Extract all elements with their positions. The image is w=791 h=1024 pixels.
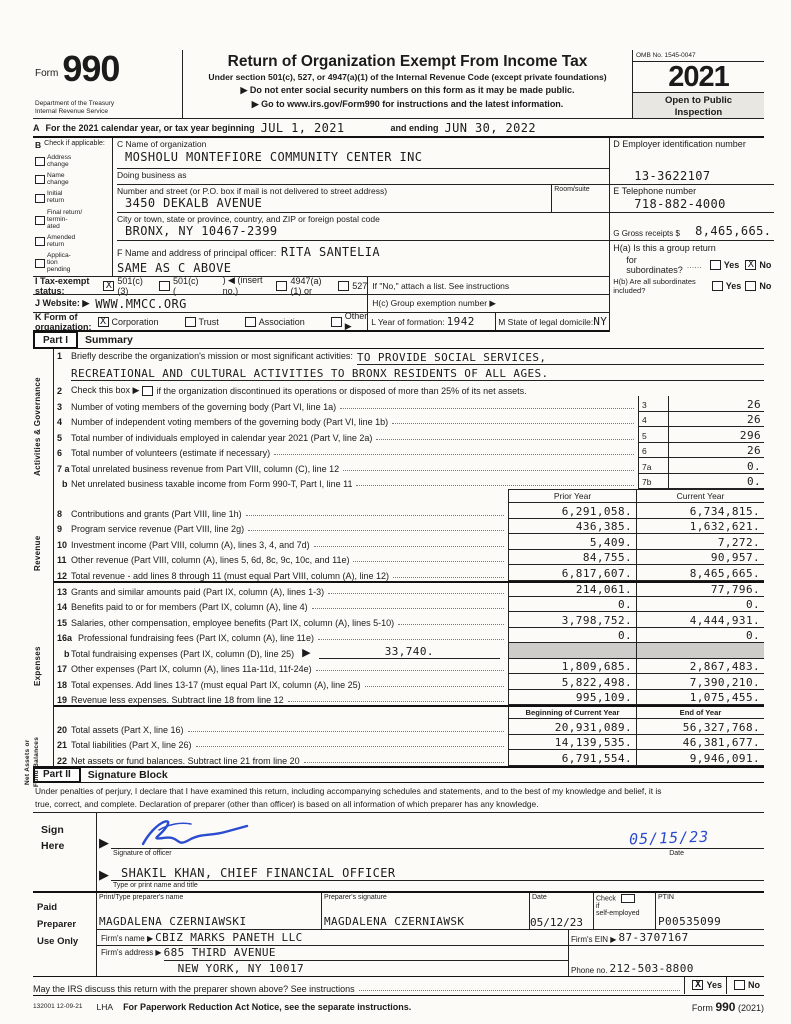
signature-of-officer-label: Signature of officer xyxy=(113,849,172,857)
irs-discuss-row xyxy=(33,977,764,996)
linebox-5: 5 xyxy=(638,427,668,443)
current-line-17: 2,867,483. xyxy=(636,659,764,675)
linebox-7a: 7a xyxy=(638,458,668,474)
end-line-22: 9,946,091. xyxy=(636,750,764,766)
hb-yes-checkbox xyxy=(712,281,723,291)
form-header xyxy=(33,50,764,119)
current-line-15: 4,444,931. xyxy=(636,612,764,628)
summary-line-17: 17 Other expenses (Part IX, column (A), lines 11a-11d, 11f-24e) 1,809,685. 2,867,483. xyxy=(54,659,764,675)
association-label: Association xyxy=(258,316,305,327)
hb-note: If "No," attach a list. See instructions xyxy=(367,277,609,294)
application-pending-option xyxy=(35,253,111,274)
formation-domicile-row xyxy=(367,313,609,330)
final-return-option xyxy=(35,210,111,231)
discuss-no-cell xyxy=(726,977,764,994)
dept-treasury: Department of the Treasury xyxy=(35,99,115,107)
firm-ein-label: Firm's EIN ▶ xyxy=(571,934,617,944)
ha-yes-checkbox xyxy=(710,260,721,270)
501c-checkbox xyxy=(159,281,170,291)
form-title-block xyxy=(183,50,632,118)
summary-line-20: 20 Total assets (Part X, line 16) 20,931,089. 56,327,768. xyxy=(54,719,764,735)
sign-here-block xyxy=(33,813,764,893)
goto-instructions: ▶ Go to www.irs.gov/Form990 for instructions and the latest information. xyxy=(251,99,564,110)
line2-number: 2 xyxy=(57,386,63,397)
address-change-checkbox xyxy=(35,157,45,166)
room-suite-value xyxy=(551,196,609,212)
summary-table xyxy=(53,349,764,766)
part2-bar xyxy=(33,766,764,783)
16b-arrow: ▶ xyxy=(302,646,311,659)
lha-label: LHA xyxy=(96,1001,114,1012)
initial-return-option xyxy=(35,191,111,205)
k-label: K Form of organization: xyxy=(35,311,92,332)
trust-label: Trust xyxy=(198,316,219,327)
discuss-no-checkbox xyxy=(734,980,745,990)
open-line1: Open to Public xyxy=(664,95,733,107)
initial-return-label: Initial return xyxy=(47,190,65,205)
form-word: Form xyxy=(35,67,59,79)
501c-label: 501(c) ( xyxy=(173,275,199,296)
prior-line-13: 214,061. xyxy=(508,583,636,597)
website-row xyxy=(33,295,367,312)
discontinued-checkbox xyxy=(142,386,153,396)
address-change-option xyxy=(35,155,111,169)
part1-bar xyxy=(33,332,764,349)
summary-line-5: 5 Total number of individuals employed in calendar year 2021 (Part V, line 2a) 5 296 xyxy=(54,427,764,443)
ha-line1: H(a) Is this a group return xyxy=(613,243,716,254)
officer-sign-date: 05/15/23 xyxy=(628,827,710,849)
firm-name-value: CBIZ MARKS PANETH LLC xyxy=(155,930,303,944)
ptin-label: PTIN xyxy=(658,893,674,901)
city-value: BRONX, NY 10467-2399 xyxy=(117,224,609,241)
city-label: City or town, state or province, country, and ZIP or foreign postal code xyxy=(117,214,380,225)
form-title: Return of Organization Exempt From Income Tax xyxy=(227,53,588,70)
current-line-8: 6,734,815. xyxy=(636,503,764,519)
preparer-fields xyxy=(97,893,764,976)
527-label: 527 xyxy=(352,280,368,291)
value-line-7a: 0. xyxy=(668,458,764,474)
prior-line-15: 3,798,752. xyxy=(508,612,636,628)
tax-year: 2021 xyxy=(633,62,764,93)
amended-return-option xyxy=(35,235,111,249)
prior-line-18: 5,822,498. xyxy=(508,674,636,690)
phone-cell xyxy=(568,946,764,976)
tax-year-row xyxy=(33,119,764,138)
preparer-date-cell xyxy=(530,893,594,929)
perjury-line2: true, correct, and complete. Declaration of preparer (other than officer) is based on all information of which preparer has any knowledge. xyxy=(35,798,539,809)
part1-title: Summary xyxy=(85,334,133,347)
mission-label: Briefly describe the organization's mission or most significant activities: xyxy=(71,351,353,362)
summary-line-7b: b Net unrelated business taxable income from Form 990-T, Part I, line 11 7b 0. xyxy=(54,474,764,490)
officer-sign-date-cell xyxy=(574,829,764,849)
prior-line-16b-shaded xyxy=(508,643,636,659)
application-pending-checkbox xyxy=(35,259,45,268)
side-labels xyxy=(24,349,53,788)
year-formation-value: 1942 xyxy=(446,315,475,329)
street-label: Number and street (or P.O. box if mail is not delivered to street address) xyxy=(117,186,388,197)
linebox-3: 3 xyxy=(638,396,668,412)
prior-line-12: 6,817,607. xyxy=(508,565,636,581)
discuss-no-label: No xyxy=(748,980,760,991)
mission-row-2 xyxy=(54,365,764,381)
amended-return-checkbox xyxy=(35,237,45,246)
preparer-signature-label: Preparer's signature xyxy=(324,893,387,901)
corporation-checkbox: X xyxy=(98,317,109,327)
summary-line-8: 8 Contributions and grants (Part VIII, line 1h) 6,291,058. 6,734,815. xyxy=(54,503,764,519)
firm-address-line2: NEW YORK, NY 10017 xyxy=(177,961,304,975)
current-line-9: 1,632,621. xyxy=(636,519,764,535)
prior-line-10: 5,409. xyxy=(508,534,636,550)
name-arrow-icon: ▶ xyxy=(99,866,109,882)
begin-line-20: 20,931,089. xyxy=(508,719,636,735)
domicile-label: M State of legal domicile: xyxy=(498,316,594,327)
current-line-19: 1,075,455. xyxy=(636,690,764,706)
discuss-yes-label: Yes xyxy=(706,980,722,991)
room-suite-label: Room/suite xyxy=(551,185,609,196)
address-change-label: Address change xyxy=(47,153,72,168)
summary-line-14: 14 Benefits paid to or for members (Part IX, column (A), line 4) 0. 0. xyxy=(54,597,764,613)
ptin-value: P00535099 xyxy=(658,914,722,928)
hb-yes-label: Yes xyxy=(725,281,742,292)
value-line-5: 296 xyxy=(668,427,764,443)
firm-ein-cell xyxy=(568,930,764,945)
summary-line-18: 18 Total expenses. Add lines 13-17 (must equal Part IX, column (A), line 25) 5,822,498. 7,390,210. xyxy=(54,674,764,690)
side-label-expenses: Expenses xyxy=(33,646,42,687)
irs-discuss-label: May the IRS discuss this return with the preparer shown above? See instructions xyxy=(33,983,355,994)
part2-label: Part II xyxy=(34,769,80,781)
value-line-6: 26 xyxy=(668,443,764,459)
omb-block xyxy=(632,50,764,118)
amended-return-label: Amended return xyxy=(47,234,76,248)
summary-line-6: 6 Total number of volunteers (estimate if necessary) 6 26 xyxy=(54,443,764,459)
fundraising-expenses-value: 33,740. xyxy=(319,645,500,659)
firm-address-line1: 685 THIRD AVENUE xyxy=(164,946,568,961)
527-checkbox xyxy=(338,281,349,291)
hb-no-checkbox xyxy=(745,281,756,291)
mission-row xyxy=(54,349,764,365)
omb-number: OMB No. 1545-0047 xyxy=(633,50,764,62)
summary-line-15: 15 Salaries, other compensation, employee benefits (Part IX, column (A), lines 5-10) 3,798,752. 4,444,931. xyxy=(54,612,764,628)
name-change-label: Name change xyxy=(47,172,69,186)
summary-line-10: 10 Investment income (Part VIII, column (A), lines 3, 4, and 7d) 5,409. 7,272. xyxy=(54,534,764,550)
prior-line-9: 436,385. xyxy=(508,519,636,535)
org-column xyxy=(113,138,609,276)
tax-exempt-status-row xyxy=(33,275,368,297)
name-change-checkbox xyxy=(35,175,45,184)
officer-name-value: RITA SANTELIA xyxy=(280,245,380,260)
gross-receipts-value: 8,465,665. xyxy=(695,224,772,239)
i-label: I Tax-exempt status: xyxy=(35,275,90,296)
preparer-signature-value: MAGDALENA CZERNIAWSK xyxy=(324,914,465,928)
value-line-4: 26 xyxy=(668,412,764,428)
summary-line-3: 3 Number of voting members of the governing body (Part VI, line 1a) 3 26 xyxy=(54,396,764,412)
prior-line-16a: 0. xyxy=(508,628,636,644)
4947-checkbox xyxy=(276,281,287,291)
gross-receipts-row xyxy=(610,213,774,241)
signature-area xyxy=(97,813,764,891)
end-year-header: End of Year xyxy=(636,707,764,719)
form-number-block xyxy=(33,50,183,118)
street-value: 3450 DEKALB AVENUE xyxy=(125,196,263,211)
phone-label: E Telephone number xyxy=(613,186,697,197)
form-subtitle: Under section 501(c), 527, or 4947(a)(1) of the Internal Revenue Code (except private foundations) xyxy=(208,72,607,83)
checkif-column xyxy=(33,138,113,276)
form-code: 132001 12-09-21 xyxy=(33,1003,83,1011)
ptin-cell xyxy=(656,893,764,929)
website-label: J Website: ▶ xyxy=(35,298,90,309)
b-letter: B xyxy=(35,140,42,151)
ha-line2: for subordinates? ...... Yes X No xyxy=(626,255,772,276)
firm-address-value xyxy=(164,946,568,976)
prior-line-11: 84,755. xyxy=(508,550,636,566)
current-line-14: 0. xyxy=(636,597,764,613)
ein-value: 13-3622107 xyxy=(610,151,774,185)
side-label-governance: Activities & Governance xyxy=(33,377,42,477)
website-value: WWW.MMCC.ORG xyxy=(95,296,187,311)
4947-label: 4947(a)(1) or xyxy=(290,275,322,296)
summary-line-13: 13 Grants and similar amounts paid (Part IX, column (A), lines 1-3) 214,061. 77,796. xyxy=(54,581,764,597)
discuss-yes-checkbox: X xyxy=(692,980,703,990)
side-label-net-assets-1: Net Assets or xyxy=(24,739,31,786)
summary-line-19: 19 Revenue less expenses. Subtract line 18 from line 12 995,109. 1,075,455. xyxy=(54,690,764,706)
value-line-3: 26 xyxy=(668,396,764,412)
ha-yes-label: Yes xyxy=(723,260,740,271)
preparer-name-label: Print/Type preparer's name xyxy=(99,893,184,901)
hb-label: H(b) Are all subordinates included? xyxy=(613,277,696,296)
corporation-label: Corporation xyxy=(111,316,159,327)
year-formation-label: L Year of formation: xyxy=(371,316,445,327)
officer-label: F Name and address of principal officer: xyxy=(117,248,277,259)
preparer-date-label: Date xyxy=(532,893,547,901)
officer-address-value: SAME AS C ABOVE xyxy=(117,261,232,276)
summary-line-9: 9 Program service revenue (Part VIII, line 2g) 436,385. 1,632,621. xyxy=(54,519,764,535)
initial-return-checkbox xyxy=(35,194,45,203)
side-label-revenue: Revenue xyxy=(33,535,42,571)
application-pending-label: Applica- tion pending xyxy=(47,252,71,274)
current-line-12: 8,465,665. xyxy=(636,565,764,581)
summary-line-11: 11 Other revenue (Part VIII, column (A), lines 5, 6d, 8c, 9c, 10c, and 11e) 84,755. 90,957. xyxy=(54,550,764,566)
ha-no-label: No xyxy=(759,260,772,271)
open-line2: Inspection xyxy=(674,106,723,118)
end-date-value: JUN 30, 2022 xyxy=(444,120,536,135)
domicile-value: NY xyxy=(593,315,608,329)
begin-line-21: 14,139,535. xyxy=(508,735,636,751)
side-label-net-assets-2: Fund Balances xyxy=(33,737,40,788)
current-line-11: 90,957. xyxy=(636,550,764,566)
self-employed-checkbox xyxy=(621,894,635,903)
final-return-checkbox xyxy=(35,216,45,225)
current-year-header: Current Year xyxy=(636,489,764,503)
self-employed-label: Check if self-employed xyxy=(596,895,640,917)
current-line-13: 77,796. xyxy=(636,583,764,597)
summary-line-4: 4 Number of independent voting members of the governing body (Part VI, line 1b) 4 26 xyxy=(54,412,764,428)
signature-arrow-icon: ▶ xyxy=(99,834,109,850)
officer-typed-name: SHAKIL KHAN, CHIEF FINANCIAL OFFICER xyxy=(111,866,764,881)
type-print-label: Type or print name and title xyxy=(113,881,198,889)
association-checkbox xyxy=(245,317,256,327)
final-return-label: Final return/ termin- ated xyxy=(47,208,83,230)
discuss-yes-cell xyxy=(684,977,726,994)
line-a-letter: A xyxy=(33,122,40,133)
prior-line-8: 6,291,058. xyxy=(508,503,636,519)
begin-line-22: 6,791,554. xyxy=(508,750,636,766)
part1-label: Part I xyxy=(34,333,77,347)
end-line-21: 46,381,677. xyxy=(636,735,764,751)
trust-checkbox xyxy=(185,317,196,327)
value-line-7b: 0. xyxy=(668,474,764,490)
gross-receipts-label: G Gross receipts $ xyxy=(613,229,680,239)
end-line-20: 56,327,768. xyxy=(636,719,764,735)
current-line-10: 7,272. xyxy=(636,534,764,550)
form-reference: Form 990 (2021) xyxy=(691,999,764,1014)
date-label: Date xyxy=(669,849,684,857)
501c3-label: 501(c)(3) xyxy=(117,275,143,296)
ein-label: D Employer identification number xyxy=(613,139,746,150)
current-line-18: 7,390,210. xyxy=(636,674,764,690)
officer-signature-line xyxy=(111,813,574,849)
dept-irs: Internal Revenue Service xyxy=(35,108,108,116)
paid-preparer-label: Paid Preparer Use Only xyxy=(33,893,97,976)
other-label: Other ▶ xyxy=(344,311,368,332)
prior-line-19: 995,109. xyxy=(508,690,636,706)
ha-no-checkbox: X xyxy=(745,260,756,270)
open-to-public xyxy=(633,93,764,118)
department-label xyxy=(35,100,178,116)
mission-value-2: RECREATIONAL AND CULTURAL ACTIVITIES TO BRONX RESIDENTS OF ALL AGES. xyxy=(71,367,764,381)
discontinued-row xyxy=(54,381,764,397)
form-number: 990 xyxy=(62,48,120,89)
org-name-value: MOSHOLU MONTEFIORE COMMUNITY CENTER INC xyxy=(117,150,609,169)
year-columns-header xyxy=(54,489,764,503)
paperwork-notice: For Paperwork Reduction Act Notice, see the separate instructions. xyxy=(123,1001,412,1012)
form-of-organization-row xyxy=(33,313,367,330)
page-footer xyxy=(33,996,764,1014)
name-change-option xyxy=(35,173,111,187)
summary-line-16b: b Total fundraising expenses (Part IX, column (D), line 25) ▶ 33,740. xyxy=(54,643,764,659)
dba-label: Doing business as xyxy=(117,169,609,185)
ssn-warning: ▶ Do not enter social security numbers on this form as it may be made public. xyxy=(240,85,575,96)
self-employed-cell xyxy=(594,893,656,929)
linebox-7b: 7b xyxy=(638,474,668,490)
current-line-16a: 0. xyxy=(636,628,764,644)
phone-value: 718-882-4000 xyxy=(610,196,774,213)
ha-subordinates-label: for subordinates? xyxy=(626,255,683,276)
checkif-label: Check if applicable: xyxy=(44,140,105,148)
checkbox-post-label: if the organization discontinued its operations or disposed of more than 25% of its net assets. xyxy=(156,386,527,397)
preparer-signature-cell xyxy=(322,893,530,929)
summary-line-22: 22 Net assets or fund balances. Subtract line 21 from line 20 6,791,554. 9,946,091. xyxy=(54,750,764,766)
paid-preparer-block xyxy=(33,893,764,977)
linebox-6: 6 xyxy=(638,443,668,459)
balance-columns-header xyxy=(54,705,764,719)
perjury-statement xyxy=(33,783,764,813)
entity-right xyxy=(609,138,774,332)
firm-ein-value: 87-3707167 xyxy=(618,930,689,944)
begin-date-value: JUL 1, 2021 xyxy=(260,120,345,135)
firm-address-label: Firm's address ▶ xyxy=(101,947,162,957)
officer-signature-handwriting xyxy=(129,814,279,854)
mission-value-1: TO PROVIDE SOCIAL SERVICES, xyxy=(357,351,764,365)
perjury-line1: Under penalties of perjury, I declare that I have examined this return, including accompanying schedules and statements, and to the best of my knowledge and belief, it is xyxy=(35,785,662,796)
summary-line-16a: 16a Professional fundraising fees (Part IX, column (A), line 11e) 0. 0. xyxy=(54,628,764,644)
prior-line-14: 0. xyxy=(508,597,636,613)
beginning-year-header: Beginning of Current Year xyxy=(508,707,636,719)
sign-here-label: Sign Here xyxy=(33,813,97,891)
part2-title: Signature Block xyxy=(87,768,168,781)
prior-year-header: Prior Year xyxy=(508,489,636,503)
line-a-text: For the 2021 calendar year, or tax year beginning xyxy=(45,122,255,133)
insert-no-label: ) ◀ (insert no.) xyxy=(222,275,263,297)
preparer-date-value: 05/12/23 xyxy=(530,915,583,929)
entity-left xyxy=(33,138,609,332)
entity-info-region xyxy=(33,138,772,332)
other-checkbox xyxy=(331,317,342,327)
phone-no-value: 212-503-8800 xyxy=(609,961,694,975)
hb-no-label: No xyxy=(759,281,772,292)
phone-no-label: Phone no. xyxy=(571,965,608,975)
firm-name-label: Firm's name ▶ xyxy=(101,933,154,943)
summary-line-21: 21 Total liabilities (Part X, line 26) 14,139,535. 46,381,677. xyxy=(54,735,764,751)
and-ending-label: and ending xyxy=(390,122,439,133)
org-name-label: C Name of organization xyxy=(117,139,207,150)
preparer-name-cell xyxy=(97,893,322,929)
principal-officer-row xyxy=(117,241,609,275)
hb-row xyxy=(610,276,774,296)
prior-line-17: 1,809,685. xyxy=(508,659,636,675)
group-exemption-row: H(c) Group exemption number ▶ xyxy=(367,295,609,312)
checkbox-pre-label: Check this box ▶ xyxy=(71,385,140,396)
preparer-name-value: MAGDALENA CZERNIAWSKI xyxy=(99,914,247,928)
summary-line-12: 12 Total revenue - add lines 8 through 11 (must equal Part VIII, column (A), line 12) 6,817,607. 8,465,665. xyxy=(54,565,764,581)
501c3-checkbox: X xyxy=(103,281,114,291)
line1-number: 1 xyxy=(57,351,63,362)
summary-line-7a: 7 a Total unrelated business revenue from Part VIII, column (C), line 12 7a 0. xyxy=(54,458,764,474)
current-line-16b-shaded xyxy=(636,643,764,659)
linebox-4: 4 xyxy=(638,412,668,428)
